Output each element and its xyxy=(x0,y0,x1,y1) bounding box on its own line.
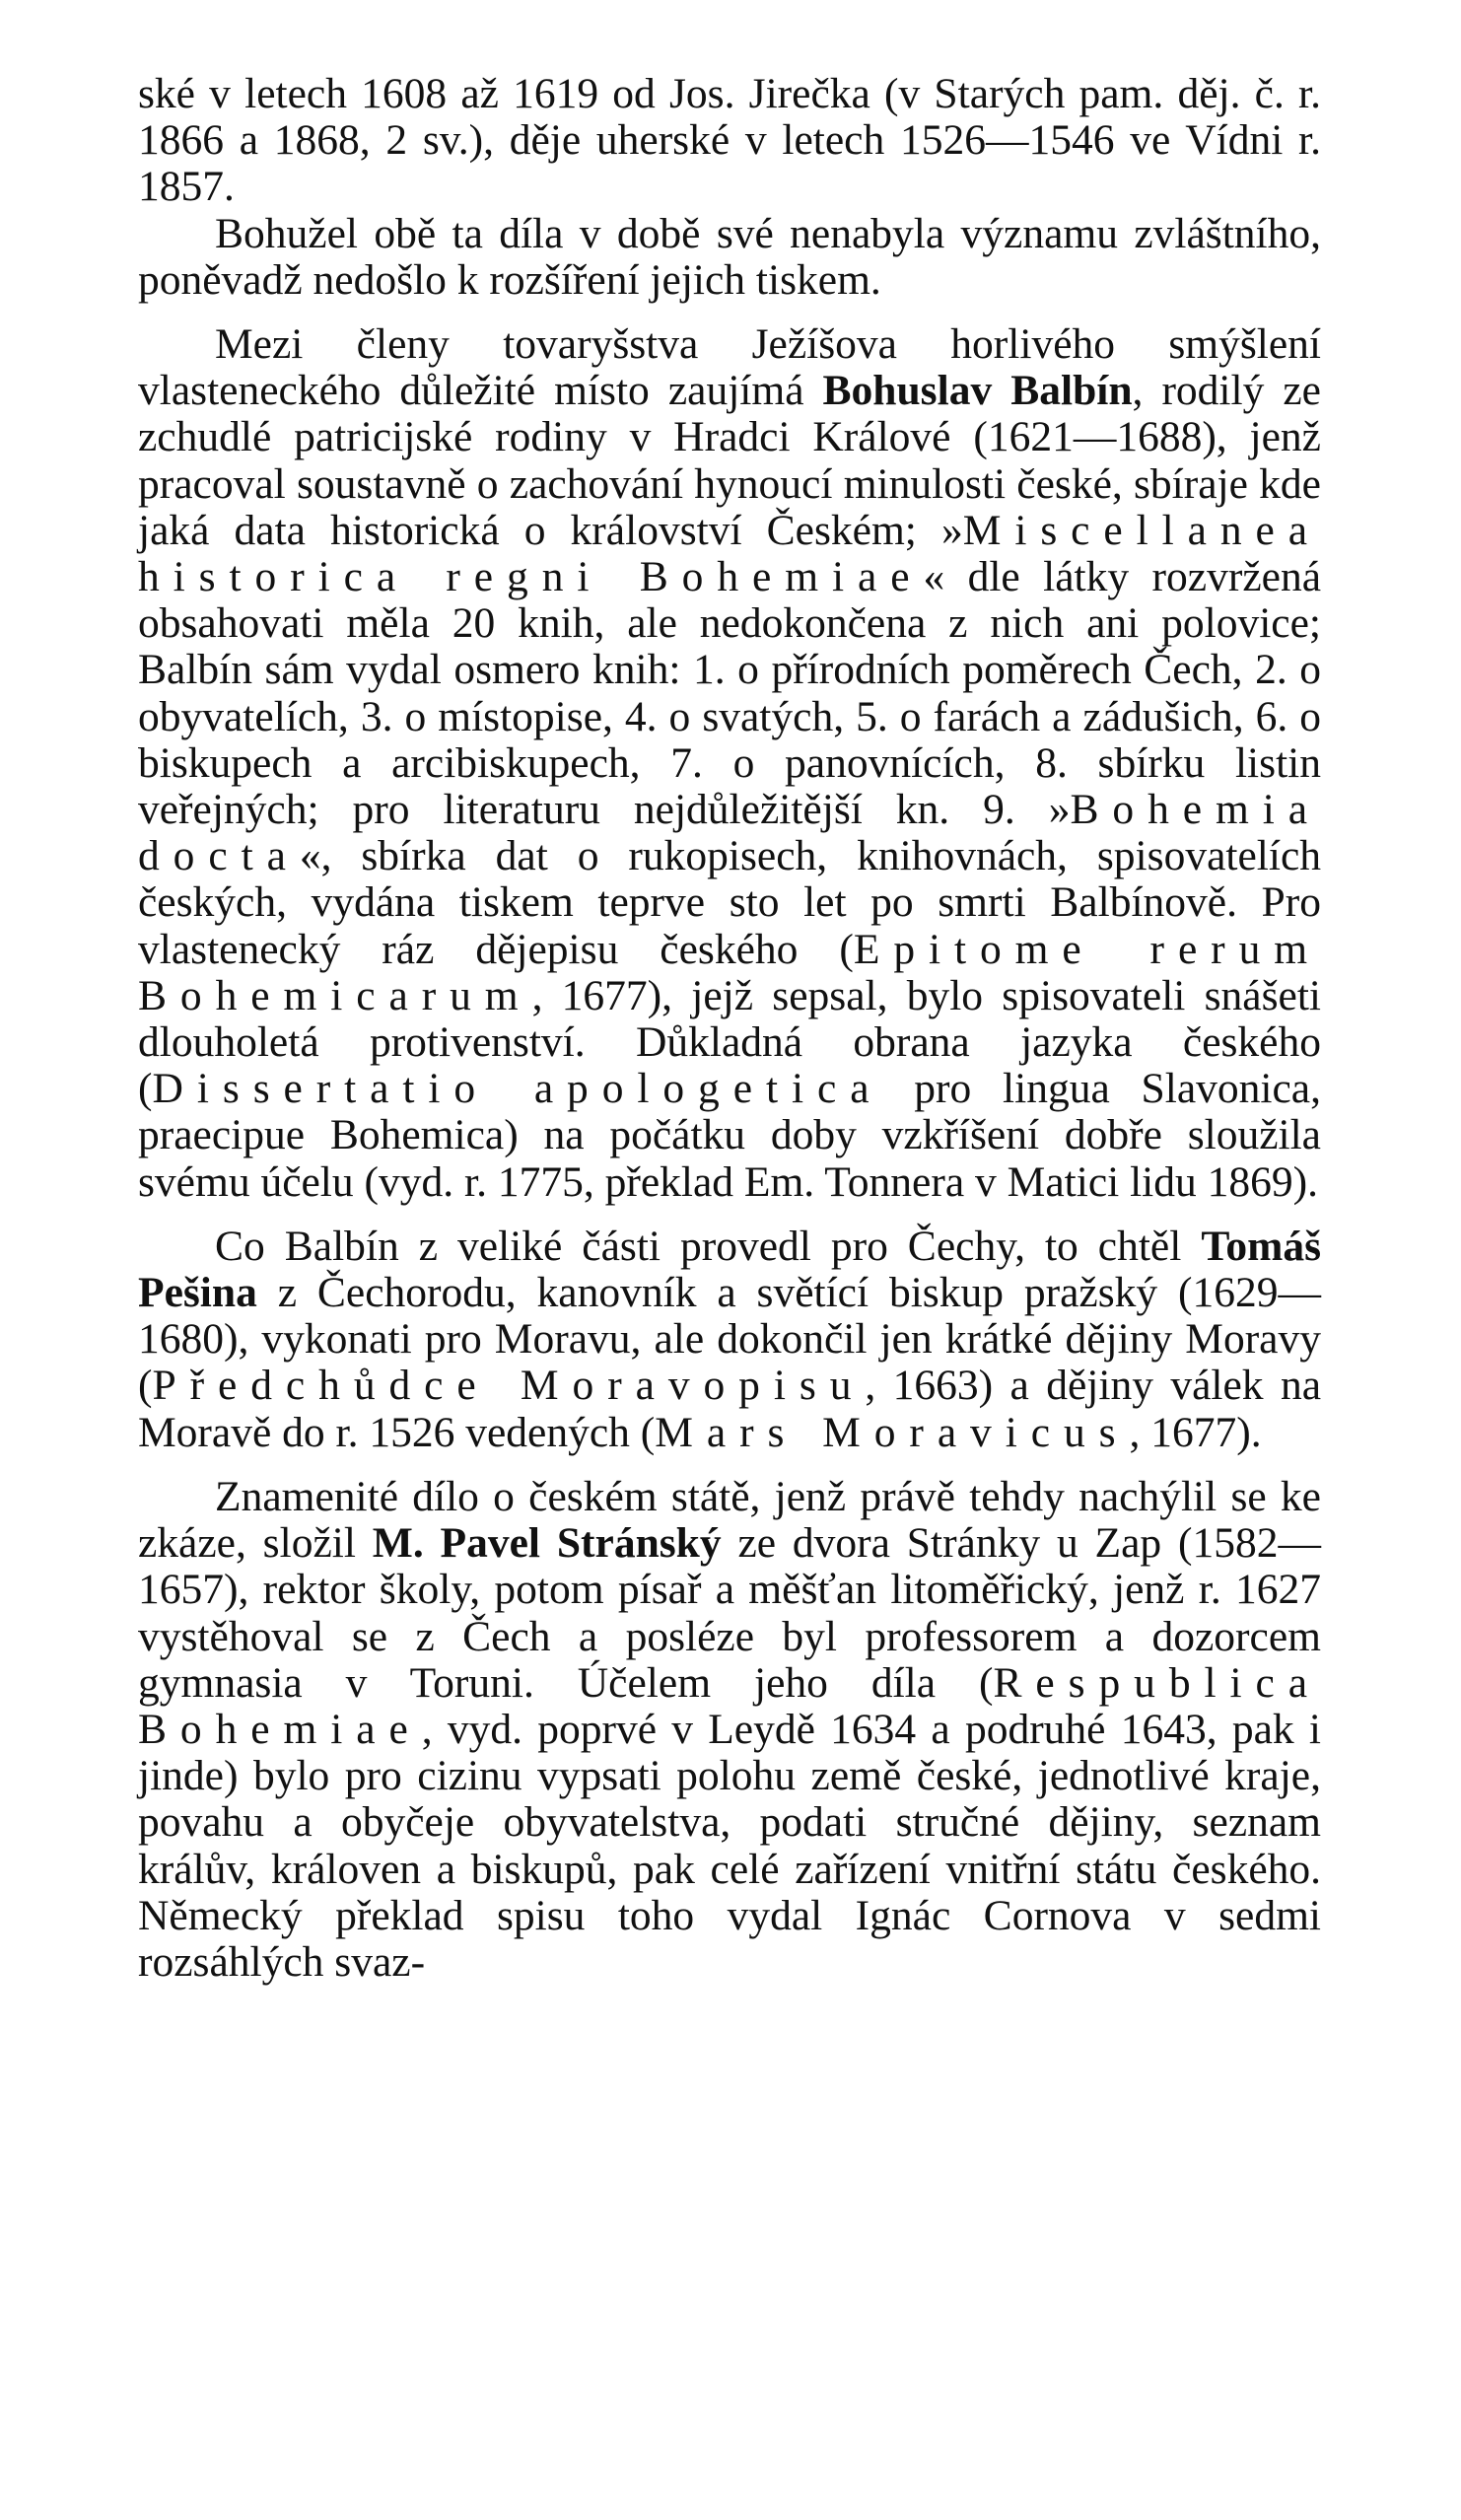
work-title-epitome: Epitome rerum Bohemicarum xyxy=(138,925,1321,1019)
person-name-pesina: Tomáš Pešina xyxy=(138,1222,1321,1317)
paragraph-text: «, sbírka dat o rukopisech, knihovnách, spisovatelích českých, vydána tiskem teprve sto let po smrti Balbínově. Pro vlastenecký ráz dějepisu českého ( xyxy=(138,832,1321,973)
person-name-stransky: M. Pavel Stránský xyxy=(372,1519,722,1568)
paragraph-text: , 1677). xyxy=(1129,1408,1262,1456)
paragraph-text: pro lingua Slavonica, praecipue Bohemica) na počátku doby vzkříšení dobře sloužila svému účelu (vyd. r. 1775, překlad Em. Tonnera v Matici lidu 1869). xyxy=(138,1065,1321,1206)
paragraph-text: Znamenité dílo o českém státě, jenž právě tehdy nachýlil se ke zkáze, složil xyxy=(138,1472,1321,1568)
paragraph-text: , 1663) a dějiny válek na Moravě do r. 1526 vedených ( xyxy=(138,1362,1322,1456)
paragraph-text: z Čechorodu, kanovník a světící biskup pražský (1629—1680), vykonati pro Moravu, ale dokončil jen krátké dějiny Moravy ( xyxy=(138,1269,1321,1410)
work-title-mars-moravicus: Mars Moravicus xyxy=(655,1408,1130,1456)
paragraph-balbin xyxy=(138,321,1321,1206)
paragraph-stransky xyxy=(138,1474,1321,1986)
paragraph-unfortunately xyxy=(138,211,1321,304)
work-title-predchudce: Předchůdce Moravopisu xyxy=(152,1362,866,1410)
work-title-dissertatio: Dissertatio apologetica xyxy=(152,1065,883,1113)
work-title-miscellanea: Miscellanea historica regni Bohemiae xyxy=(138,506,1321,601)
paragraph-text: , 1677), jejž sepsal, bylo spisovateli snášeti dlouholetá protivenství. Důkladná obrana jazyka českého ( xyxy=(138,971,1321,1113)
work-title-bohemia-docta: Bohemia docta xyxy=(138,786,1321,880)
paragraph-text: Co Balbín z veliké části provedl pro Čechy, to chtěl xyxy=(215,1222,1202,1270)
paragraph-text: , vyd. poprvé v Leydě 1634 a podruhé 1643, pak i jinde) bylo pro cizinu vypsati polohu země české, jednotlivé kraje, povahu a obyčeje obyvatelstva, podati stručné dějiny, seznam králův, královen a biskupů, pak celé zařízení vnitřní státu českého. Německý překlad spisu toho vydal Ignác Cornova v sedmi rozsáhlých svaz- xyxy=(138,1705,1321,1986)
paragraph-continuation xyxy=(138,71,1321,211)
paragraph-text: ze dvora Stránky u Zap (1582—1657), rektor školy, potom písař a měšťan litoměřický, jenž r. 1627 vystěhoval se z Čech a posléze byl professorem a dozorcem gymnasia v Toruni. Účelem jeho díla ( xyxy=(138,1519,1321,1707)
paragraph-text: , rodilý ze zchudlé patricijské rodiny v Hradci Králové (1621—1688), jenž pracoval soustavně o zachování hynoucí minulosti české, sbíraje kde jaká data historická o království Českém; » xyxy=(138,367,1321,554)
paragraph-text: « dle látky rozvržená obsahovati měla 20 knih, ale nedokončena z nich ani polovice; Balbín sám vydal osmero knih: 1. o přírodních poměrech Čech, 2. o obyvatelích, 3. o místopise, 4. o svatých, 5. o farách a zádušich, 6. o biskupech a arcibiskupech, 7. o panovnících, 8. sbírku listin veřejných; pro literaturu nejdůležitější kn. 9. » xyxy=(138,553,1321,834)
paragraph-pesina xyxy=(138,1224,1321,1456)
paragraph-text: ské v letech 1608 až 1619 od Jos. Jirečka (v Starých pam. děj. č. r. 1866 a 1868, 2 sv.), děje uherské v letech 1526—1546 ve Vídni r. 1857. xyxy=(138,70,1321,211)
document-page xyxy=(138,71,1321,1986)
paragraph-text: Bohužel obě ta díla v době své nenabyla významu zvláštního, poněvadž nedošlo k rozšíření jejich tiskem. xyxy=(138,209,1321,304)
paragraph-text: Mezi členy tovaryšstva Ježíšova horlivého smýšlení vlasteneckého důležité místo zaujímá xyxy=(138,320,1321,415)
work-title-respublica: Respublica Bohemiae xyxy=(138,1658,1321,1753)
person-name-balbin: Bohuslav Balbín xyxy=(822,367,1133,415)
